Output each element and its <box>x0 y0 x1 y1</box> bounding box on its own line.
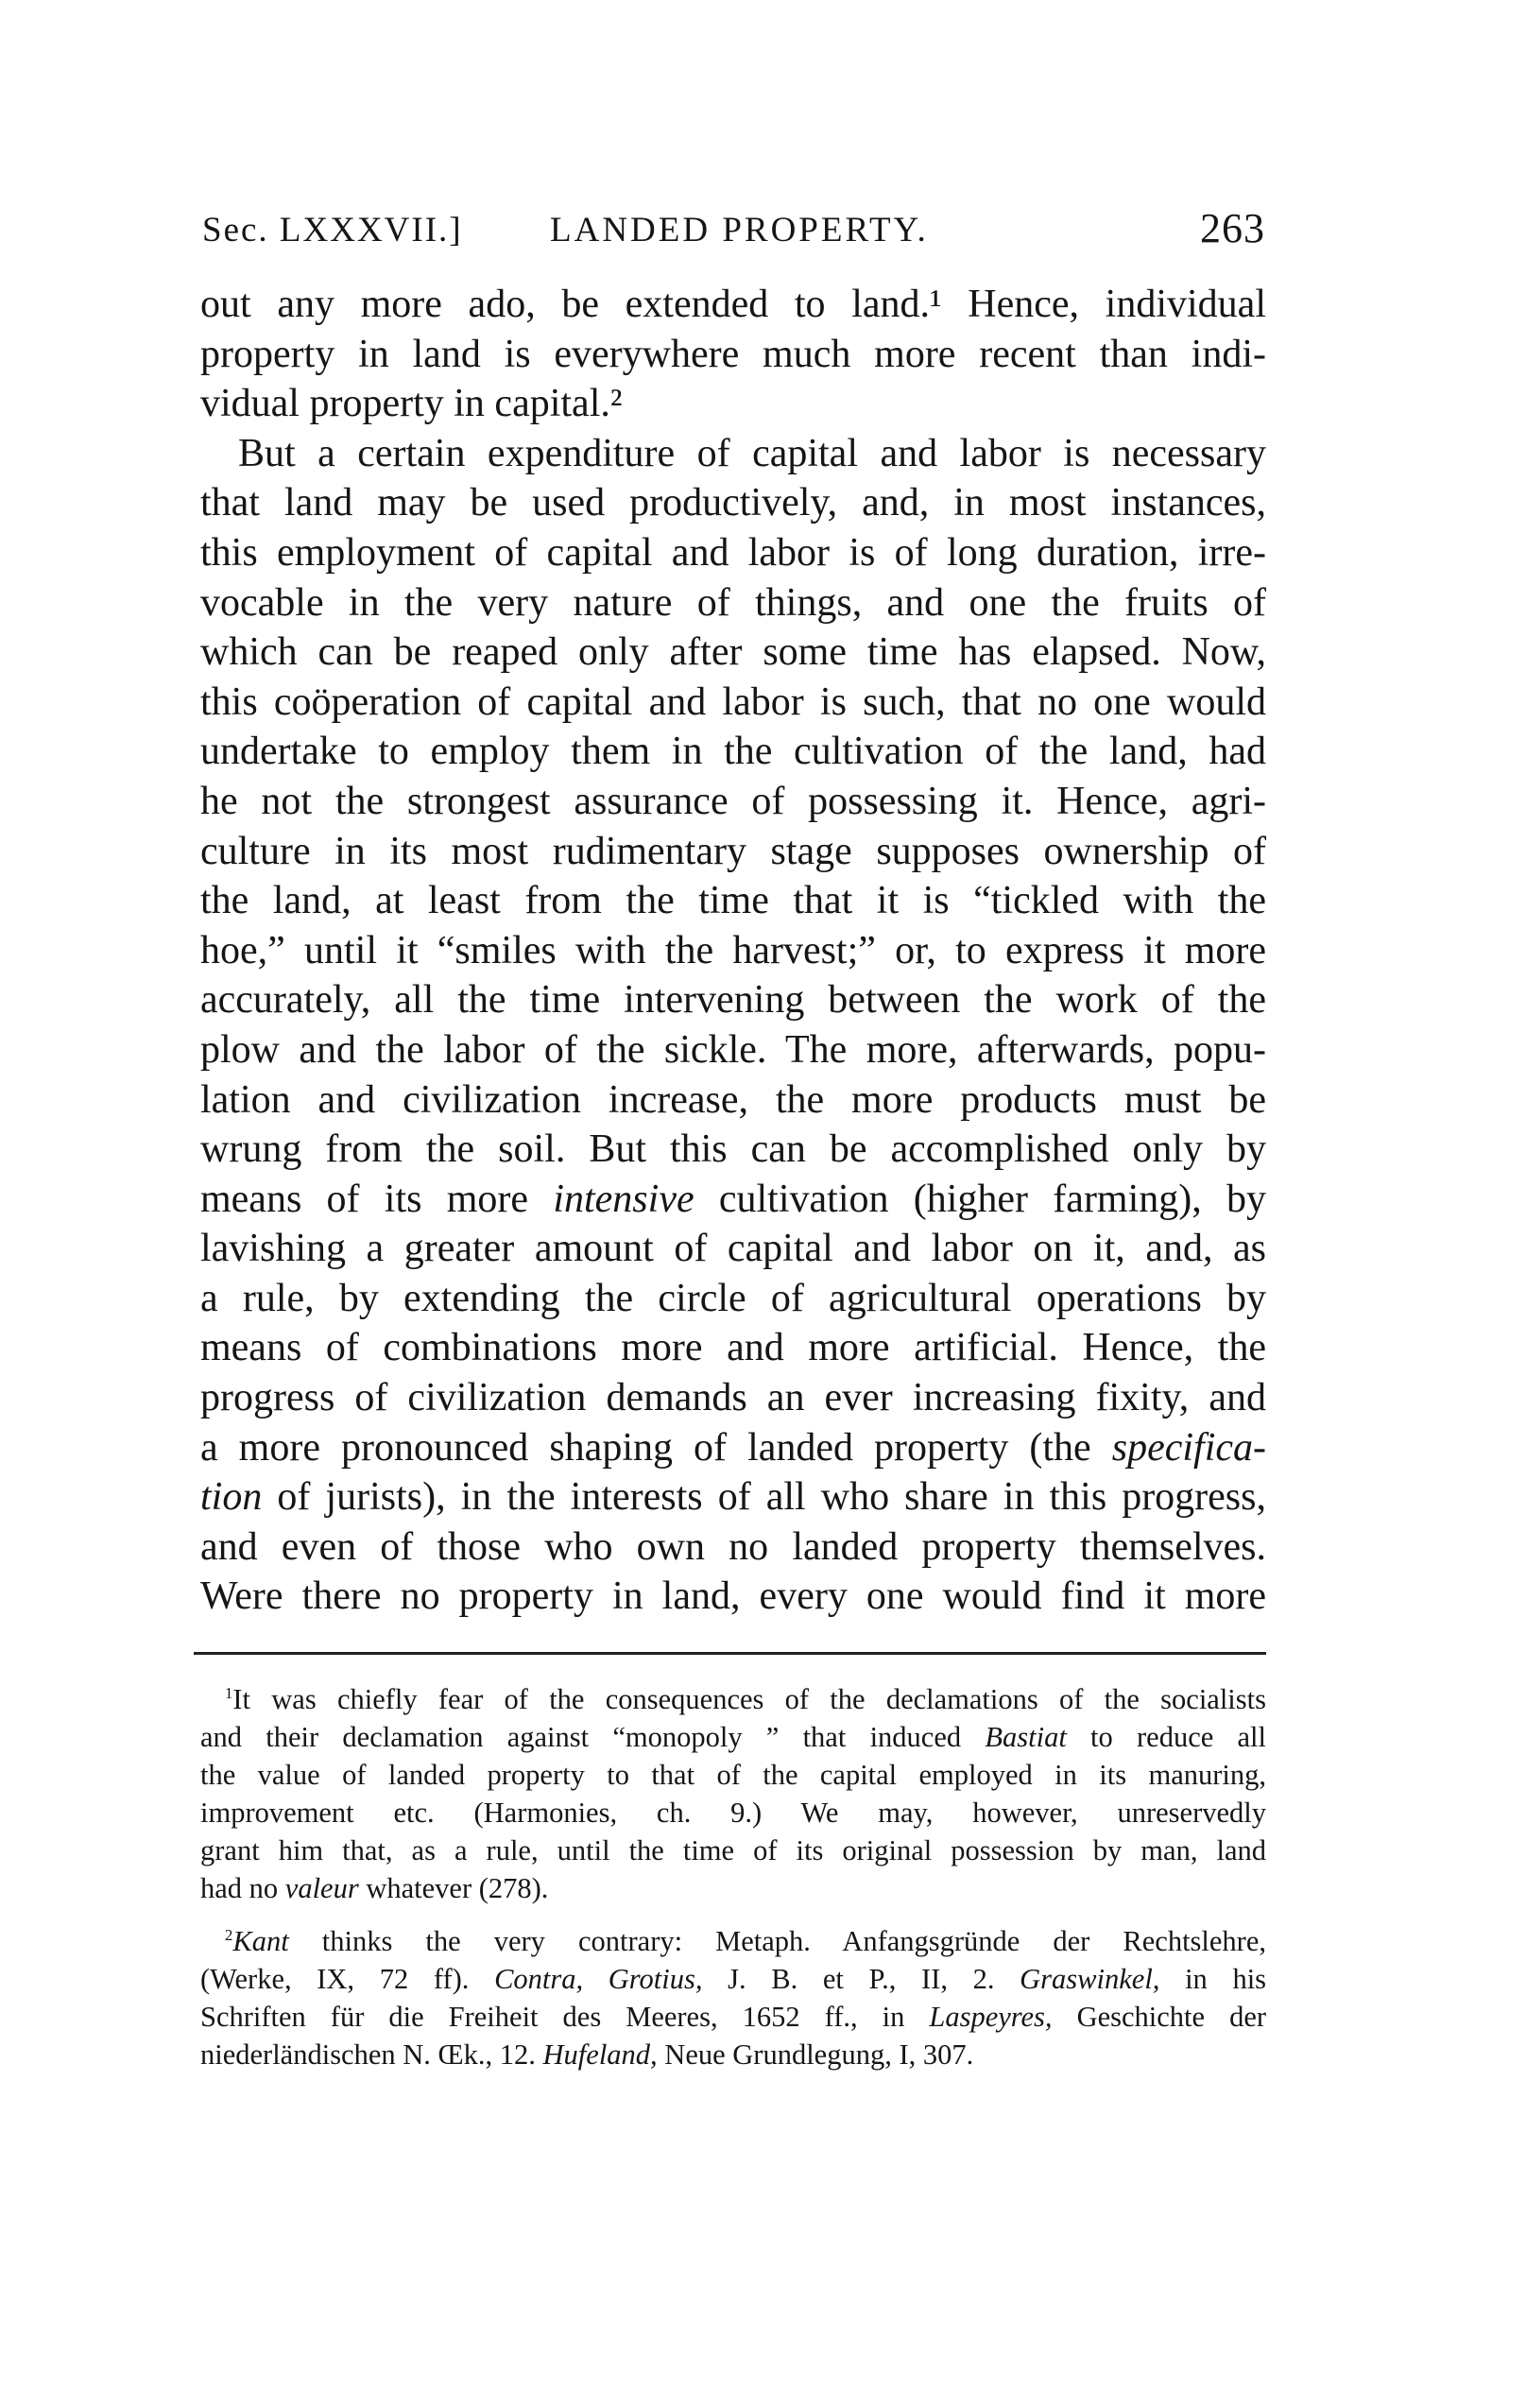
text-segment: had no <box>200 1872 279 1904</box>
text-line: plow and the labor of the sickle. The more, afterwards, popu- <box>200 1027 1266 1072</box>
footnote-divider <box>194 1652 1266 1655</box>
running-head <box>202 204 1265 261</box>
footnote-line: improvement etc. (Harmonies, ch. 9.) We may, however, unreservedly <box>200 1797 1266 1829</box>
text-line: vocable in the very nature of things, and one the fruits of <box>200 580 1266 625</box>
text-segment: a more pronounced shaping of landed property (the <box>200 1425 1091 1470</box>
text-segment: niederländischen N. Œk., 12. <box>200 2038 536 2071</box>
text-line: property in land is everywhere much more recent than indi- <box>200 332 1266 376</box>
text-segment: and their declamation against “monopoly ” that induced <box>200 1721 962 1753</box>
text-line <box>200 1472 1266 1522</box>
text-line: lavishing a greater amount of capital and labor on it, and, as <box>200 1227 1266 1271</box>
italic-name: Bastiat <box>985 1721 1067 1753</box>
italic-name: Laspeyres, <box>929 2001 1053 2033</box>
text-line: means of combinations more and more artificial. Hence, the <box>200 1326 1266 1370</box>
footnotes <box>200 1680 1266 2073</box>
text-line: the land, at least from the time that it is “tickled with the <box>200 879 1266 923</box>
text-segment: Geschichte der <box>1076 2001 1267 2033</box>
running-title: LANDED PROPERTY. <box>550 211 929 249</box>
italic-term: specifica- <box>1111 1425 1266 1470</box>
text-segment: thinks the very contrary: Metaph. Anfangsgründe der Rechtslehre, <box>321 1925 1266 1957</box>
footnote-line <box>200 1922 1266 1960</box>
italic-name: Hufeland, <box>542 2038 658 2071</box>
footnote-line <box>200 1718 1266 1756</box>
text-segment: in his <box>1185 1963 1267 1995</box>
page-number: 263 <box>1200 205 1265 251</box>
text-segment: (Werke, IX, 72 ff). <box>200 1963 470 1995</box>
italic-name: Contra, Grotius, <box>494 1963 703 1995</box>
text-line: vidual property in capital.² <box>200 382 623 426</box>
footnote-line <box>200 2036 1266 2073</box>
italic-name: Graswinkel, <box>1020 1963 1160 1995</box>
text-segment: It was chiefly fear of the consequences of the declamations of the socialists <box>232 1683 1266 1715</box>
footnote-line <box>200 1680 1266 1718</box>
text-segment: of jurists), in the interests of all who share in this progress, <box>277 1475 1267 1520</box>
text-line: lation and civilization increase, the more products must be <box>200 1077 1266 1122</box>
footnote-line: the value of landed property to that of the capital employed in its manuring, <box>200 1759 1266 1791</box>
text-line: out any more ado, be extended to land.¹ Hence, individual <box>200 283 1266 326</box>
text-line: that land may be used productively, and, in most instances, <box>200 481 1266 525</box>
text-line <box>200 1423 1266 1473</box>
text-line: this coöperation of capital and labor is such, that no one would <box>200 679 1266 724</box>
text-segment: Schriften für die Freiheit des Meeres, 1652 ff., in <box>200 2001 905 2033</box>
footnote-marker: 1 <box>225 1683 233 1702</box>
footnote-line <box>200 1998 1266 2036</box>
text-segment: whatever (278). <box>366 1872 549 1904</box>
footnote-line <box>200 1960 1266 1998</box>
footnote-line: grant him that, as a rule, until the time of its original possession by man, land <box>200 1834 1266 1866</box>
text-segment: means of its more <box>200 1177 529 1221</box>
text-segment: to reduce all <box>1090 1721 1267 1753</box>
text-line: But a certain expenditure of capital and labor is necessary <box>238 431 1266 475</box>
italic-term: tion <box>200 1475 263 1520</box>
footnote-marker: 2 <box>225 1925 233 1944</box>
text-segment: J. B. et P., II, 2. <box>728 1963 995 1995</box>
footnote-line <box>200 1869 1266 1907</box>
text-segment: cultivation (higher farming), by <box>718 1177 1267 1221</box>
text-line: and even of those who own no landed property themselves. <box>200 1524 1266 1569</box>
text-line: which can be reaped only after some time has elapsed. Now, <box>200 630 1266 675</box>
text-line <box>200 1175 1266 1225</box>
text-line: he not the strongest assurance of possessing it. Hence, agri- <box>200 779 1266 823</box>
text-line: progress of civilization demands an ever increasing fixity, and <box>200 1376 1266 1420</box>
text-line: accurately, all the time intervening between the work of the <box>200 978 1266 1023</box>
text-line: Were there no property in land, every one would find it more <box>200 1574 1266 1619</box>
italic-name: Kant <box>232 1925 289 1957</box>
text-line: this employment of capital and labor is of long duration, irre- <box>200 530 1266 575</box>
italic-term: valeur <box>284 1872 359 1904</box>
text-line: a rule, by extending the circle of agricultural operations by <box>200 1276 1266 1320</box>
footnote-gap <box>200 1907 1266 1922</box>
italic-term: intensive <box>553 1177 694 1221</box>
text-line: culture in its most rudimentary stage supposes ownership of <box>200 829 1266 873</box>
body-text <box>200 280 1266 1622</box>
text-line: hoe,” until it “smiles with the harvest;” or, to express it more <box>200 928 1266 972</box>
text-line: undertake to employ them in the cultivation of the land, had <box>200 730 1266 774</box>
section-label: Sec. LXXXVII.] <box>202 211 463 249</box>
text-segment: Neue Grundlegung, I, 307. <box>664 2038 974 2071</box>
text-line: wrung from the soil. But this can be accomplished only by <box>200 1127 1266 1172</box>
